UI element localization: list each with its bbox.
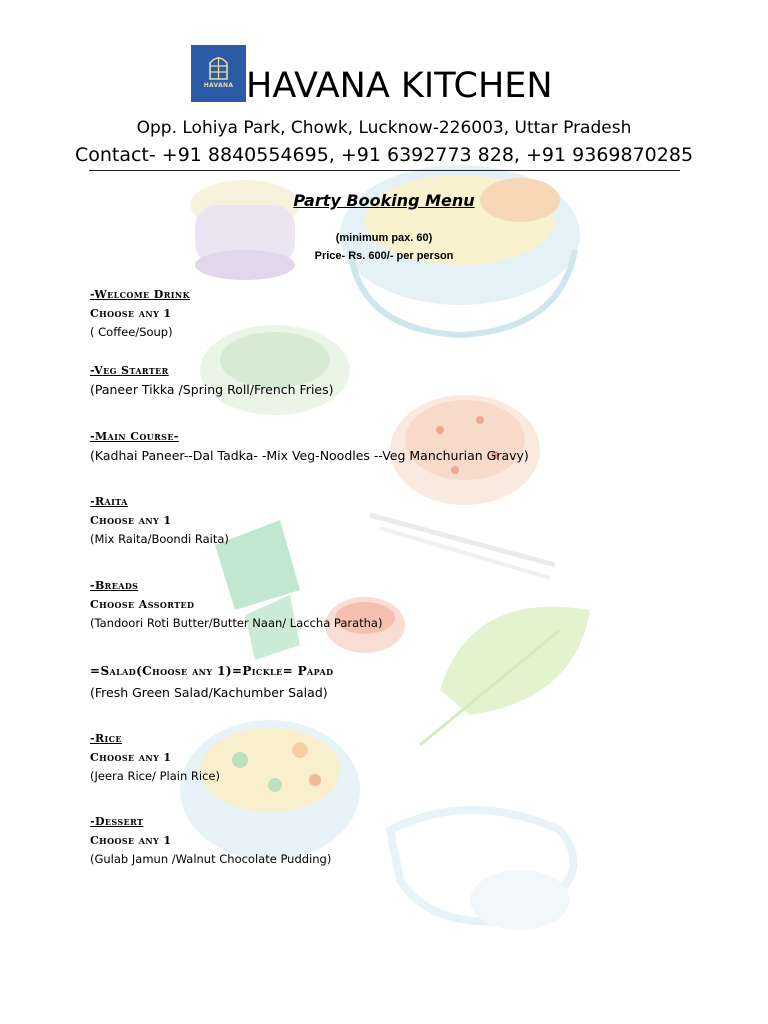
section-items: ( Coffee/Soup) xyxy=(90,325,173,339)
section-heading: -Raita xyxy=(90,495,128,508)
minimum-pax: (minimum pax. 60) xyxy=(335,232,433,244)
header-divider xyxy=(89,170,680,171)
section-dessert xyxy=(90,813,331,869)
section-heading: -Breads xyxy=(90,579,139,592)
logo-text: HAVANA xyxy=(203,82,234,89)
section-items: (Tandoori Roti Butter/Butter Naan/ Laccha Paratha) xyxy=(90,616,383,630)
section-choose: Choose any 1 xyxy=(90,751,172,764)
section-raita xyxy=(90,493,229,549)
section-items: (Paneer Tikka /Spring Roll/French Fries) xyxy=(90,382,334,397)
section-items: (Fresh Green Salad/Kachumber Salad) xyxy=(90,685,328,700)
section-main-course xyxy=(90,428,529,466)
section-veg-starter xyxy=(90,362,334,400)
section-breads xyxy=(90,577,382,633)
section-items: (Mix Raita/Boondi Raita) xyxy=(90,532,229,546)
section-items: (Gulab Jamun /Walnut Chocolate Pudding) xyxy=(90,852,332,866)
section-items: (Jeera Rice/ Plain Rice) xyxy=(90,769,220,783)
section-heading: =Salad(Choose any 1)=Pickle= Papad xyxy=(90,664,334,678)
section-heading: -Veg Starter xyxy=(90,364,169,377)
section-heading: -Main Course- xyxy=(90,430,179,443)
havana-logo xyxy=(191,45,246,102)
section-welcome-drink xyxy=(90,286,190,342)
section-choose: Choose any 1 xyxy=(90,514,172,527)
restaurant-name: HAVANA KITCHEN xyxy=(246,66,553,106)
section-choose: Choose Assorted xyxy=(90,598,195,611)
section-salad xyxy=(90,662,333,703)
price-per-person: Price- Rs. 600/- per person xyxy=(314,250,454,262)
section-heading: -Welcome Drink xyxy=(90,288,190,301)
section-heading: -Dessert xyxy=(90,815,144,828)
section-choose: Choose any 1 xyxy=(90,834,172,847)
menu-title: Party Booking Menu xyxy=(293,191,475,210)
section-heading: -Rice xyxy=(90,732,122,745)
address: Opp. Lohiya Park, Chowk, Lucknow-226003, Uttar Pradesh xyxy=(136,118,632,138)
section-rice xyxy=(90,730,220,786)
section-choose: Choose any 1 xyxy=(90,307,172,320)
section-items: (Kadhai Paneer--Dal Tadka- -Mix Veg-Noodles --Veg Manchurian Gravy) xyxy=(90,448,529,463)
window-arch-icon xyxy=(191,45,246,102)
contact-numbers: Contact- +91 8840554695, +91 6392773 828, +91 9369870285 xyxy=(74,144,694,166)
